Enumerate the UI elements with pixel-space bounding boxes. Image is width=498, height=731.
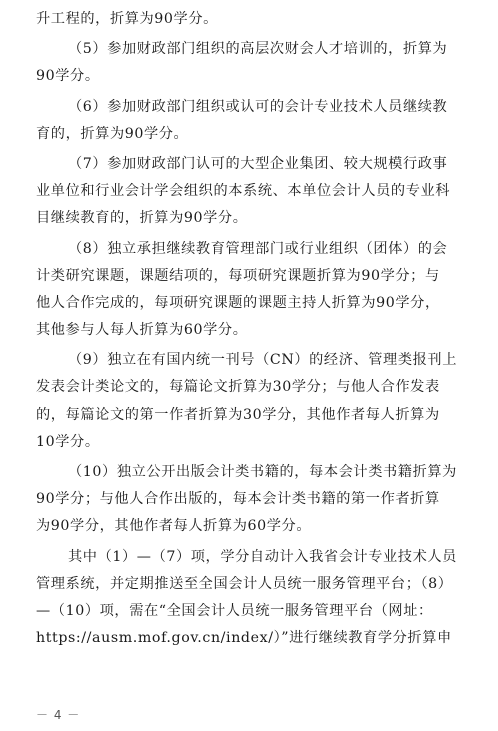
text-line: 发表会计类论文的，每篇论文折算为30学分；与他人合作发表 <box>36 379 440 396</box>
page-number: － 4 － <box>36 708 81 722</box>
text-line: 其他参与人每人折算为60学分。 <box>36 322 248 339</box>
text-line: 90学分。 <box>36 68 100 85</box>
text-line: （10）独立公开出版会计类书籍的，每本会计类书籍折算为 <box>68 464 457 480</box>
text-line: （8）独立承担继续教育管理部门或行业组织（团体）的会 <box>68 240 448 257</box>
text-line: 管理系统，并定期推送至全国会计人员统一服务管理平台；（8） <box>36 575 453 592</box>
text-line: （9）独立在有国内统一刊号（CN）的经济、管理类报刊上 <box>68 352 457 369</box>
text-line: 10学分。 <box>36 433 100 450</box>
text-line: （7）参加财政部门认可的大型企业集团、较大规模行政事 <box>68 155 448 172</box>
text-line: 90学分；与他人合作出版的，每本会计类书籍的第一作者折算 <box>36 491 440 508</box>
text-line: 目继续教育的，折算为90学分。 <box>36 210 248 227</box>
text-line: 为90学分，其他作者每人折算为60学分。 <box>36 518 312 535</box>
text-line: 计类研究课题，课题结项的，每项研究课题折算为90学分；与 <box>36 267 440 284</box>
text-line: （6）参加财政部门组织或认可的会计专业技术人员继续教 <box>68 98 448 115</box>
text-line: 育的，折算为90学分。 <box>36 125 189 142</box>
text-line: https://ausm.mof.gov.cn/index/）”进行继续教育学分折算申 <box>36 630 452 647</box>
text-line: 业单位和行业会计学会组织的本系统、本单位会计人员的专业科 <box>36 183 451 200</box>
text-line: （5）参加财政部门组织的高层次财会人才培训的，折算为 <box>68 41 448 58</box>
text-line: 其中（1）—（7）项，学分自动计入我省会计专业技术人员 <box>68 548 457 565</box>
text-line: 的，每篇论文的第一作者折算为30学分，其他作者每人折算为 <box>36 406 440 423</box>
text-line: —（10）项，需在“全国会计人员统一服务管理平台（网址： <box>36 602 433 619</box>
text-line: 升工程的，折算为90学分。 <box>36 11 218 27</box>
text-line: 他人合作完成的，每项研究课题的课题主持人折算为90学分， <box>36 294 440 311</box>
document-body <box>36 6 486 652</box>
